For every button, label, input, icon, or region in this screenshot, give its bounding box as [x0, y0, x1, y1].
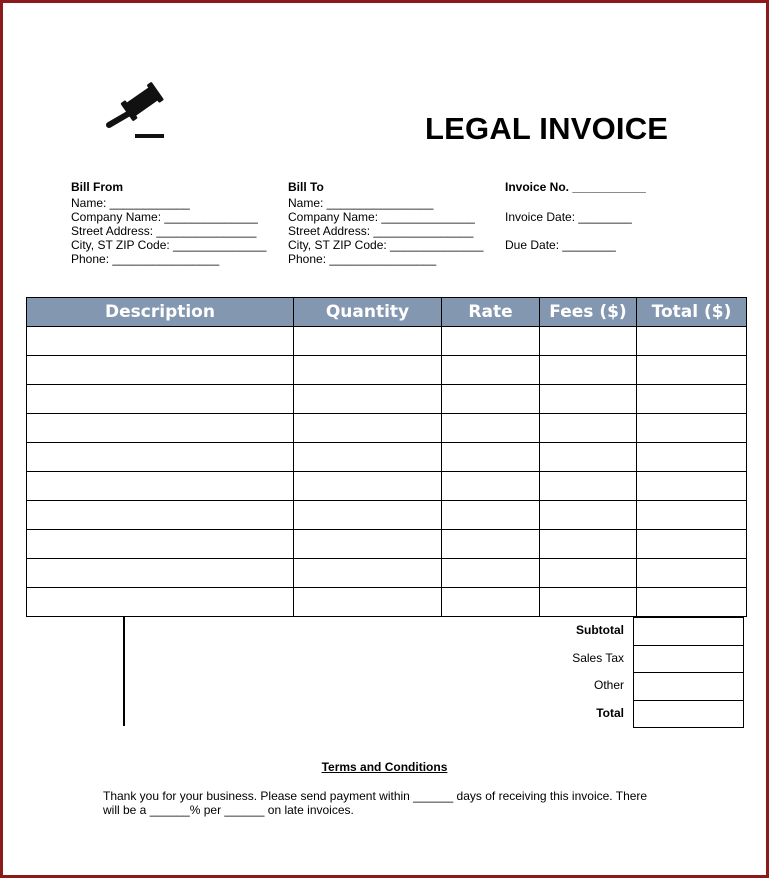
- table-cell[interactable]: [540, 501, 637, 530]
- table-cell[interactable]: [442, 414, 540, 443]
- table-cell[interactable]: [442, 472, 540, 501]
- table-cell[interactable]: [637, 559, 747, 588]
- total-cell[interactable]: [634, 700, 744, 728]
- terms-heading: Terms and Conditions: [321, 760, 448, 774]
- table-cell[interactable]: [294, 559, 442, 588]
- table-cell[interactable]: [540, 356, 637, 385]
- table-cell[interactable]: [442, 530, 540, 559]
- table-cell[interactable]: [540, 530, 637, 559]
- table-row: [27, 356, 747, 385]
- other-cell[interactable]: [634, 673, 744, 701]
- table-cell[interactable]: [637, 443, 747, 472]
- table-cell[interactable]: [637, 472, 747, 501]
- bill-from-heading: Bill From: [71, 180, 124, 194]
- bill-to-company: Company Name: ______________: [288, 210, 475, 224]
- other-label: Other: [593, 678, 624, 692]
- table-cell[interactable]: [294, 472, 442, 501]
- table-row: [27, 385, 747, 414]
- table-cell[interactable]: [442, 443, 540, 472]
- table-cell[interactable]: [637, 356, 747, 385]
- table-cell[interactable]: [27, 385, 294, 414]
- table-cell[interactable]: [540, 472, 637, 501]
- page-title: LEGAL INVOICE: [425, 111, 669, 146]
- sales-tax-label: Sales Tax: [572, 650, 624, 665]
- table-cell[interactable]: [27, 414, 294, 443]
- table-cell[interactable]: [442, 327, 540, 356]
- table-cell[interactable]: [27, 356, 294, 385]
- table-cell[interactable]: [294, 414, 442, 443]
- header-rate: Rate: [442, 298, 540, 327]
- table-cell[interactable]: [637, 530, 747, 559]
- divider-line: [123, 617, 125, 726]
- invoice-number: Invoice No. ___________: [505, 180, 646, 194]
- table-cell[interactable]: [294, 588, 442, 617]
- header-quantity: Quantity: [294, 298, 442, 327]
- table-cell[interactable]: [27, 327, 294, 356]
- table-cell[interactable]: [442, 356, 540, 385]
- table-row: [27, 501, 747, 530]
- table-cell[interactable]: [294, 530, 442, 559]
- table-row: [27, 327, 747, 356]
- table-cell[interactable]: [294, 356, 442, 385]
- table-cell[interactable]: [637, 414, 747, 443]
- invoice-date: Invoice Date: ________: [505, 210, 632, 224]
- table-cell[interactable]: [637, 385, 747, 414]
- header-fees: Fees ($): [540, 298, 637, 327]
- table-cell[interactable]: [637, 327, 747, 356]
- bill-to-block: [288, 180, 483, 266]
- bill-from-name: Name: ____________: [71, 196, 190, 210]
- table-row: [27, 559, 747, 588]
- table-cell[interactable]: [637, 501, 747, 530]
- table-row: [27, 588, 747, 617]
- totals-table: [633, 617, 744, 728]
- table-cell[interactable]: [540, 385, 637, 414]
- table-row: [27, 472, 747, 501]
- table-cell[interactable]: [27, 501, 294, 530]
- table-cell[interactable]: [540, 414, 637, 443]
- bill-from-company: Company Name: ______________: [71, 210, 258, 224]
- table-cell[interactable]: [540, 327, 637, 356]
- table-cell[interactable]: [27, 443, 294, 472]
- bill-from-block: [71, 180, 266, 266]
- bill-to-name: Name: ________________: [288, 196, 434, 210]
- table-cell[interactable]: [294, 385, 442, 414]
- table-cell[interactable]: [442, 385, 540, 414]
- bill-to-phone: Phone: ________________: [288, 252, 437, 266]
- subtotal-cell[interactable]: [634, 618, 744, 646]
- header-total: Total ($): [637, 298, 747, 327]
- items-header-row: [27, 298, 747, 327]
- sales-tax-cell[interactable]: [634, 645, 744, 673]
- table-cell[interactable]: [27, 472, 294, 501]
- table-cell[interactable]: [540, 559, 637, 588]
- total-label: Total: [596, 705, 624, 720]
- bill-from-street: Street Address: _______________: [71, 224, 257, 238]
- table-row: [27, 530, 747, 559]
- header-description: Description: [27, 298, 294, 327]
- bill-from-phone: Phone: ________________: [71, 252, 220, 266]
- bill-to-street: Street Address: _______________: [288, 224, 474, 238]
- table-row: [27, 414, 747, 443]
- gavel-icon: [103, 79, 167, 143]
- table-cell[interactable]: [442, 588, 540, 617]
- items-table: [26, 297, 747, 617]
- table-cell[interactable]: [27, 530, 294, 559]
- table-cell[interactable]: [442, 559, 540, 588]
- table-cell[interactable]: [294, 327, 442, 356]
- subtotal-label: Subtotal: [576, 623, 624, 637]
- table-cell[interactable]: [540, 588, 637, 617]
- table-cell[interactable]: [442, 501, 540, 530]
- table-cell[interactable]: [294, 501, 442, 530]
- table-cell[interactable]: [27, 559, 294, 588]
- totals-labels: [572, 617, 624, 727]
- table-row: [27, 443, 747, 472]
- table-cell[interactable]: [294, 443, 442, 472]
- terms-text: Thank you for your business. Please send payment within ______ days of receiving this invoice. There will be a ______% per ______ on late invoices.: [103, 789, 648, 817]
- table-cell[interactable]: [540, 443, 637, 472]
- invoice-meta-block: [505, 180, 646, 252]
- bill-to-heading: Bill To: [288, 180, 324, 194]
- bill-to-city: City, ST ZIP Code: ______________: [288, 238, 484, 252]
- table-cell[interactable]: [637, 588, 747, 617]
- table-cell[interactable]: [27, 588, 294, 617]
- bill-from-city: City, ST ZIP Code: ______________: [71, 238, 267, 252]
- due-date: Due Date: ________: [505, 238, 616, 252]
